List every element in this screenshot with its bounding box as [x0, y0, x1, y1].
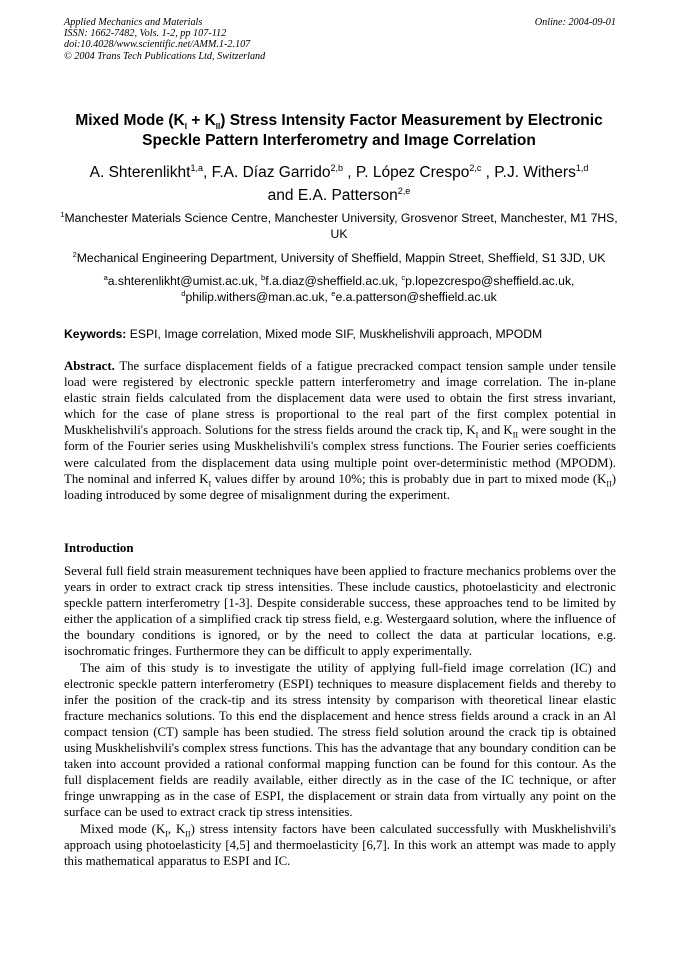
email-mark: e [331, 288, 336, 298]
copyright-line: © 2004 Trans Tech Publications Ltd, Switzerland [64, 50, 266, 62]
email-address: f.a.diaz@sheffield.ac.uk, [265, 274, 398, 288]
abstract-text: were sought in the form of the Fourier series using Muskhelishvili's complex stress functions. The Fourier series coefficients were calculated from the displacement data using multiple point over-deterministic method (MPODM). The nominal and inferred K [64, 423, 616, 486]
abstract-subscript: I [475, 430, 479, 440]
doi-line: doi:10.4028/www.scientific.net/AMM.1-2.107 [64, 39, 251, 51]
intro-text: Mixed mode (K [80, 821, 166, 836]
author-and: and [267, 187, 298, 204]
intro-subscript: I [165, 829, 168, 839]
abstract-label: Abstract. [64, 359, 115, 373]
email-line-1 [60, 273, 618, 289]
title-subscript: II [215, 122, 221, 132]
keywords [64, 326, 616, 342]
email-address: a.shterenlikht@umist.ac.uk, [107, 274, 258, 288]
paper-title [54, 111, 624, 151]
email-list [60, 273, 618, 305]
intro-paragraph-3 [64, 821, 616, 869]
abstract-subscript: II [606, 479, 612, 489]
online-date: Online: 2004-09-01 [534, 17, 616, 28]
introduction-body [64, 563, 616, 869]
journal-name: Applied Mechanics and Materials [64, 17, 203, 28]
abstract [64, 358, 616, 503]
intro-paragraph-1: Several full field strain measurement techniques have been applied to fracture mechanics problems over the years in order to extract crack tip stress intensities. These include caustics, photoelasticity and electronic speckle pattern interferometry [1-3]. Despite considerable success, these approaches tend to be limited by either the application of a simplified crack tip stress field, e.g. Westergaard solution, where the influence of the boundary conditions is ignored, or by the need to collect the data at particular locations, e.g. isochromatic fringes. Furthermore they can be difficult to apply experimentally. [64, 564, 616, 659]
affiliation-2 [60, 250, 618, 266]
abstract-subscript: II [512, 430, 519, 440]
title-text: ) Stress Intensity Factor Measurement by Electronic Speckle Pattern Interferometry and Image Correlation [142, 112, 603, 149]
author-affiliation-mark: 1,a [190, 162, 203, 173]
email-mark: c [401, 272, 406, 282]
intro-text: , K [167, 821, 186, 836]
section-heading-introduction: Introduction [64, 541, 134, 555]
abstract-subscript: I [208, 479, 212, 489]
affiliation-1 [60, 210, 618, 242]
keywords-label: Keywords: [64, 327, 127, 341]
author-separator: , [481, 164, 495, 181]
abstract-text: The surface displacement fields of a fatigue precracked compact tension sample under tensile load were registered by electronic speckle pattern interferometry and image correlation. The in-plane elastic strain fields calculated from the displacement data were used to obtain the first stress invariant, which for the case of plane stress is proportional to the real part of the first complex potential in Muskhelishvili's approach. Solutions for the stress fields around the crack tip, K [64, 359, 616, 438]
affiliation-mark: 1 [60, 209, 65, 219]
author-name: P.J. Withers [494, 164, 576, 181]
journal-header [64, 17, 616, 62]
author-affiliation-mark: 2,b [330, 162, 343, 173]
author-affiliation-mark: 2,e [397, 185, 411, 196]
author-name: P. López Crespo [355, 164, 470, 181]
author-affiliation-mark: 1,d [575, 162, 589, 173]
email-mark: d [181, 288, 186, 298]
intro-text: ) stress intensity factors have been calculated successfully with Muskhelishvili's approach using photoelasticity [4,5] and thermoelasticity [6,7]. In this work an attempt was made to apply this mathematical apparatus to ESPI and IC. [64, 821, 617, 868]
affiliation-mark: 2 [72, 249, 77, 259]
intro-subscript: II [185, 829, 191, 839]
abstract-text: ) loading introduced by some degree of misalignment during the experiment. [64, 471, 616, 502]
author-affiliation-mark: 2,c [469, 162, 482, 173]
email-line-2 [60, 289, 618, 305]
email-address: philip.withers@man.ac.uk, [185, 290, 328, 304]
author-list [54, 161, 624, 207]
email-mark: a [103, 272, 108, 282]
intro-paragraph-2: The aim of this study is to investigate the utility of applying full-field image correlation (IC) and electronic speckle pattern interferometry (ESPI) techniques to measure displacement fields and thereby to infer the position of the crack-tip and its stress intensity by comparison with theoretical linear elastic fracture mechanics solutions. To this end the displacement and hence stress fields around a crack in an Al compact tension (CT) sample has been studied. The stress field solution around the crack tip is obtained using Muskhelishvili's complex stress functions. This has the advantage that any boundary condition can be taken into account provided a rational conformal mapping function can be found for this contour. As the full displacement fields are readily available, either directly as in the case of the IC technique, or after fringe unwrapping as in the case of ESPI, the displacement or strain data from virtually any point on the surface can be used to extract crack tip stress intensities. [64, 660, 616, 820]
author-line-1 [54, 161, 624, 184]
email-mark: b [261, 272, 266, 282]
issn-line: ISSN: 1662-7482, Vols. 1-2, pp 107-112 [64, 28, 227, 40]
author-name: E.A. Patterson [297, 187, 398, 204]
email-address: e.a.patterson@sheffield.ac.uk [335, 290, 497, 304]
keywords-text: ESPI, Image correlation, Mixed mode SIF, Muskhelishvili approach, MPODM [126, 327, 543, 341]
abstract-text: values differ by around 10%; this is probably due in part to mixed mode (K [211, 471, 607, 486]
author-line-2 [54, 184, 624, 207]
author-separator: , [342, 164, 356, 181]
title-text: Mixed Mode (K [75, 112, 185, 129]
author-separator: , [202, 164, 212, 181]
affiliation-text: Manchester Materials Science Centre, Manchester University, Grosvenor Street, Manchester, M1 7HS, UK [64, 211, 618, 241]
author-name: F.A. Díaz Garrido [211, 164, 331, 181]
title-text: + K [186, 112, 216, 129]
author-name: A. Shterenlikht [89, 164, 191, 181]
abstract-text: and K [478, 423, 513, 438]
email-address: p.lopezcrespo@sheffield.ac.uk, [405, 274, 575, 288]
title-subscript: I [184, 122, 187, 132]
affiliation-text: Mechanical Engineering Department, University of Sheffield, Mappin Street, Sheffield, S1 3JD, UK [76, 251, 606, 265]
